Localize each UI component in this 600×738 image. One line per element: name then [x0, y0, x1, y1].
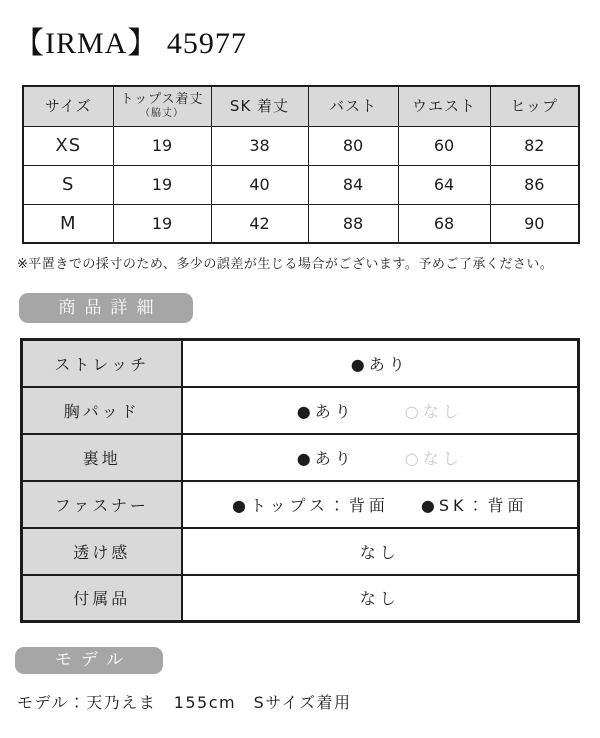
header-tops-length	[113, 86, 211, 126]
header-waist	[398, 86, 490, 126]
detail-value-text: ●あり	[350, 354, 409, 374]
size-chart-header-row	[23, 86, 579, 126]
size-row-m	[23, 204, 579, 243]
section-header-model: モデル	[15, 647, 163, 674]
header-size-label: サイズ	[44, 96, 92, 115]
size-xs-hip: 82	[490, 126, 579, 165]
header-hip	[490, 86, 579, 126]
header-sk-length	[211, 86, 308, 126]
detail-value-muted: ○なし	[404, 401, 463, 421]
size-s-label: S	[23, 165, 113, 204]
detail-row-sheerness	[22, 528, 579, 575]
size-m-label: M	[23, 204, 113, 243]
size-xs-label: XS	[23, 126, 113, 165]
page-title: 【IRMA】 45977	[14, 27, 247, 60]
detail-value-muted: ○なし	[404, 448, 463, 468]
detail-value-text: ●あり	[296, 401, 355, 421]
detail-label-chest-pad: 胸パッド	[22, 387, 182, 434]
detail-row-zipper	[22, 481, 579, 528]
detail-value-chest-pad	[182, 387, 579, 434]
size-xs-bust: 80	[308, 126, 398, 165]
detail-row-lining	[22, 434, 579, 481]
size-m-tops-length: 19	[113, 204, 211, 243]
size-row-xs	[23, 126, 579, 165]
detail-value-accessories	[182, 575, 579, 622]
header-sk-length-label: SK 着丈	[229, 96, 290, 115]
size-m-sk-length: 42	[211, 204, 308, 243]
detail-row-stretch	[22, 340, 579, 387]
header-bust-label: バスト	[328, 96, 377, 115]
detail-value-extra: ●SK：背面	[420, 495, 528, 515]
detail-label-lining: 裏地	[22, 434, 182, 481]
size-s-sk-length: 40	[211, 165, 308, 204]
detail-value-text: なし	[359, 589, 400, 609]
detail-value-text: ●あり	[296, 448, 355, 468]
detail-label-stretch: ストレッチ	[22, 340, 182, 387]
size-s-waist: 64	[398, 165, 490, 204]
detail-value-zipper	[182, 481, 579, 528]
detail-row-accessories	[22, 575, 579, 622]
detail-value-text: なし	[359, 542, 400, 562]
size-xs-tops-length: 19	[113, 126, 211, 165]
size-m-bust: 88	[308, 204, 398, 243]
header-size	[23, 86, 113, 126]
header-hip-label: ヒップ	[510, 96, 559, 115]
size-xs-waist: 60	[398, 126, 490, 165]
product-detail-table	[20, 338, 580, 623]
size-xs-sk-length: 38	[211, 126, 308, 165]
size-row-s	[23, 165, 579, 204]
detail-label-sheerness: 透け感	[22, 528, 182, 575]
detail-row-chest-pad	[22, 387, 579, 434]
model-info: モデル：天乃えま 155cm Sサイズ着用	[17, 693, 352, 712]
size-m-waist: 68	[398, 204, 490, 243]
detail-label-accessories: 付属品	[22, 575, 182, 622]
product-spec-page	[0, 18, 600, 738]
detail-value-text: ●トップス：背面	[232, 495, 389, 515]
header-waist-label: ウエスト	[411, 96, 476, 115]
size-chart-table	[22, 85, 580, 244]
header-tops-length-sub: （脇丈）	[140, 108, 184, 120]
size-s-bust: 84	[308, 165, 398, 204]
size-s-hip: 86	[490, 165, 579, 204]
size-s-tops-length: 19	[113, 165, 211, 204]
detail-value-sheerness	[182, 528, 579, 575]
header-bust	[308, 86, 398, 126]
header-tops-length-label: トップス着丈	[120, 92, 204, 108]
measurement-note: ※平置きでの採寸のため、多少の誤差が生じる場合がございます。予めご了承ください。	[17, 257, 554, 272]
section-header-product-details: 商品詳細	[19, 293, 193, 323]
detail-value-stretch	[182, 340, 579, 387]
size-m-hip: 90	[490, 204, 579, 243]
detail-value-lining	[182, 434, 579, 481]
detail-label-zipper: ファスナー	[22, 481, 182, 528]
